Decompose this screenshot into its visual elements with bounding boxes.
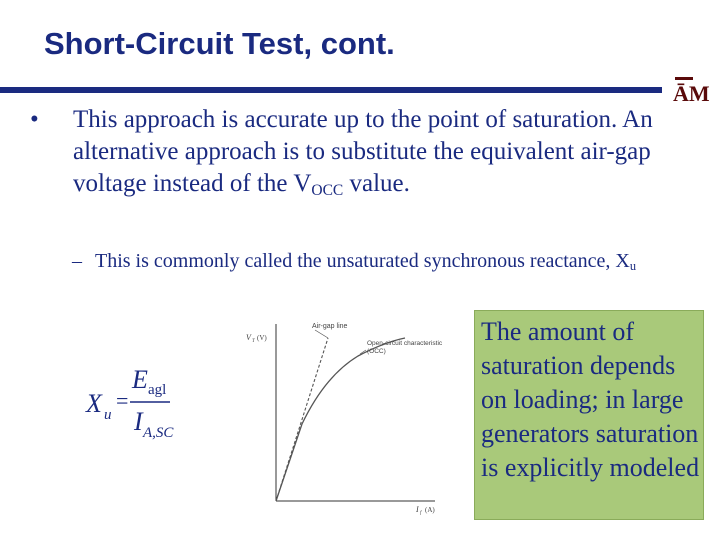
graph-x-label-subscript: f [420, 511, 422, 516]
callout-box: The amount of saturation depends on loading; in large generators saturation is explicitly modeled [474, 310, 704, 520]
bullet-marker: • [30, 106, 39, 133]
formula-denominator-subscript: A,SC [143, 425, 174, 441]
subbullet-text-main: This is commonly called the unsaturated synchronous reactance, X [95, 250, 630, 272]
bullet-text-subscript: OCC [311, 181, 344, 199]
occ-graph [240, 316, 462, 518]
subbullet-text [95, 248, 655, 279]
subbullet-text-subscript: u [629, 259, 637, 274]
bullet-text-main: This approach is accurate up to the point of saturation. An alternative approach is to substitute the equivalent air-gap voltage instead of the V [73, 106, 653, 197]
formula-lhs-subscript: u [104, 407, 112, 423]
subbullet-marker: – [72, 250, 82, 272]
graph-y-label: V [246, 333, 251, 342]
bullet-text-end: value. [343, 170, 410, 197]
formula-numerator-subscript: agl [148, 382, 167, 398]
slide-title: Short-Circuit Test, cont. [44, 26, 395, 61]
occ-curve [276, 338, 405, 501]
formula-numerator: E [132, 365, 148, 394]
airgap-callout-line [315, 330, 328, 338]
formula-denominator: I [134, 407, 143, 436]
logo-bar [675, 77, 693, 80]
reactance-formula [84, 364, 204, 444]
graph-y-unit: (V) [257, 334, 267, 342]
graph-x-unit: (A) [425, 506, 435, 514]
formula-equals: = [116, 388, 129, 413]
logo-letters: ĀM [673, 81, 710, 106]
title-divider [0, 87, 662, 93]
university-logo [672, 74, 712, 108]
occ-label-line-1: Open-circuit characteristic [367, 340, 443, 347]
bullet-text [73, 104, 673, 207]
occ-label-line-2: (OCC) [367, 348, 386, 355]
airgap-label: Air-gap line [312, 323, 348, 330]
graph-y-label-subscript: T [252, 339, 255, 344]
formula-lhs: X [86, 389, 102, 418]
graph-x-label: I [416, 505, 419, 514]
